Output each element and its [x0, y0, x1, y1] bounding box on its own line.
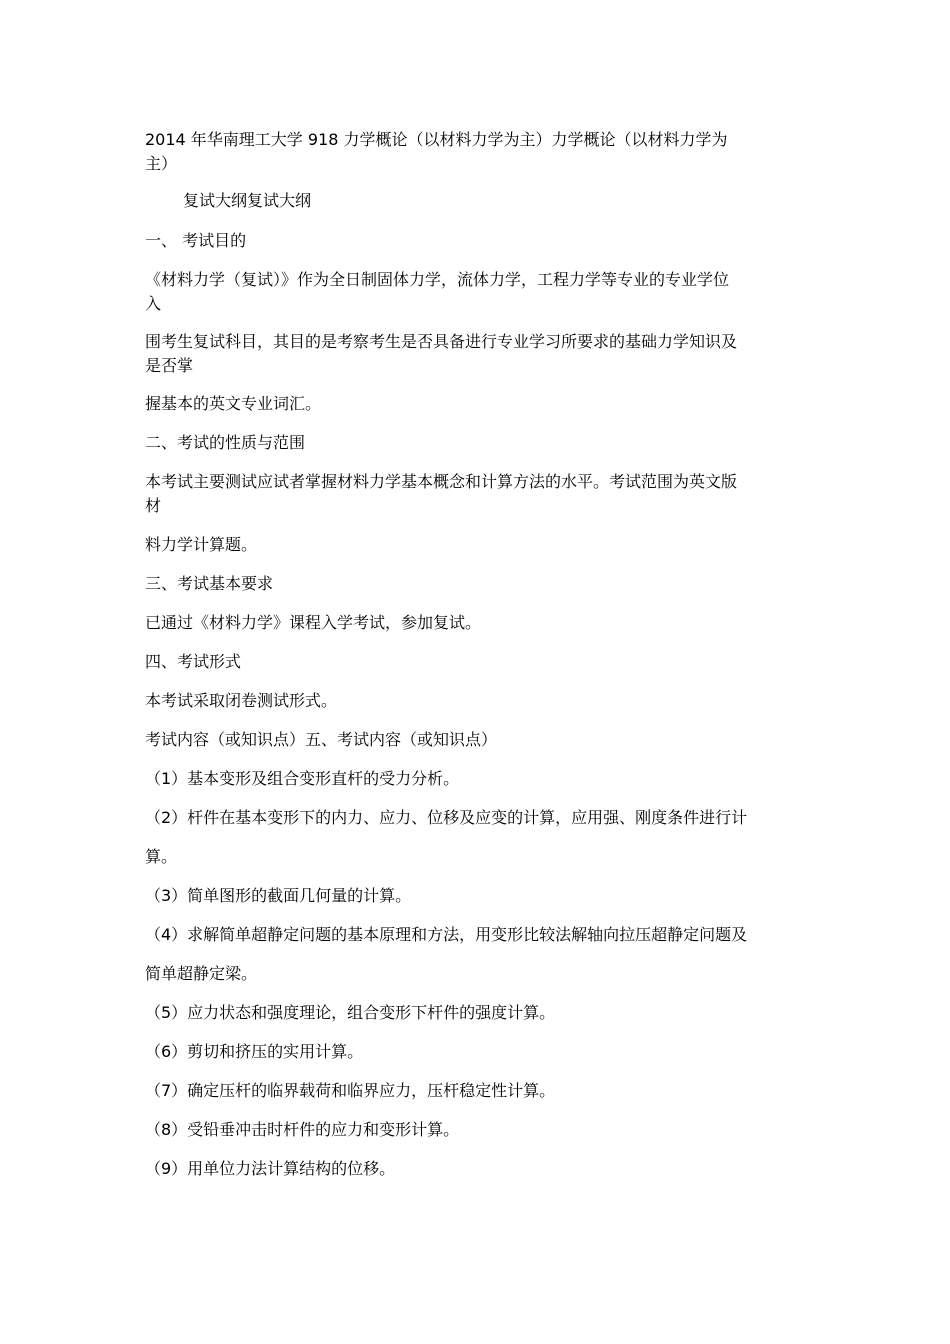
document-title-line-2: 主） [145, 154, 178, 173]
paragraph-line: 已通过《材料力学》课程入学考试，参加复试。 [145, 613, 482, 632]
list-item: （4）求解简单超静定问题的基本原理和方法，用变形比较法解轴向拉压超静定问题及 [145, 925, 748, 944]
list-item: （3）简单图形的截面几何量的计算。 [145, 886, 412, 905]
paragraph-line: 入 [145, 294, 162, 313]
paragraph-line: 《材料力学（复试）》作为全日制固体力学，流体力学，工程力学等专业的专业学位 [145, 270, 730, 289]
section-heading-4: 四、考试形式 [145, 652, 242, 671]
list-item: （5）应力状态和强度理论，组合变形下杆件的强度计算。 [145, 1003, 556, 1022]
paragraph-line: 本考试采取闭卷测试形式。 [145, 691, 338, 710]
section-heading-1: 一、 考试目的 [145, 231, 247, 250]
document-subtitle: 复试大纲复试大纲 [183, 191, 312, 210]
section-heading-2: 二、考试的性质与范围 [145, 433, 306, 452]
list-item: （8）受铅垂冲击时杆件的应力和变形计算。 [145, 1120, 460, 1139]
document-title-line-1: 2014 年华南理工大学 918 力学概论（以材料力学为主）力学概论（以材料力学为 [145, 130, 728, 149]
list-item: （6）剪切和挤压的实用计算。 [145, 1042, 364, 1061]
paragraph-line: 是否掌 [145, 356, 194, 375]
section-heading-3: 三、考试基本要求 [145, 574, 274, 593]
list-item-continuation: 算。 [145, 847, 178, 866]
paragraph-line: 料力学计算题。 [145, 535, 258, 554]
paragraph-line: 本考试主要测试应试者掌握材料力学基本概念和计算方法的水平。考试范围为英文版 [145, 472, 738, 491]
section-heading-5: 考试内容（或知识点）五、考试内容（或知识点） [145, 730, 498, 749]
list-item: （7）确定压杆的临界载荷和临界应力，压杆稳定性计算。 [145, 1081, 556, 1100]
list-item: （9）用单位力法计算结构的位移。 [145, 1159, 396, 1178]
list-item-continuation: 简单超静定梁。 [145, 964, 258, 983]
paragraph-line: 围考生复试科目，其目的是考察考生是否具备进行专业学习所要求的基础力学知识及 [145, 332, 738, 351]
paragraph-line: 材 [145, 496, 162, 515]
paragraph-line: 握基本的英文专业词汇。 [145, 394, 322, 413]
list-item: （1）基本变形及组合变形直杆的受力分析。 [145, 769, 460, 788]
list-item: （2）杆件在基本变形下的内力、应力、位移及应变的计算，应用强、刚度条件进行计 [145, 808, 748, 827]
